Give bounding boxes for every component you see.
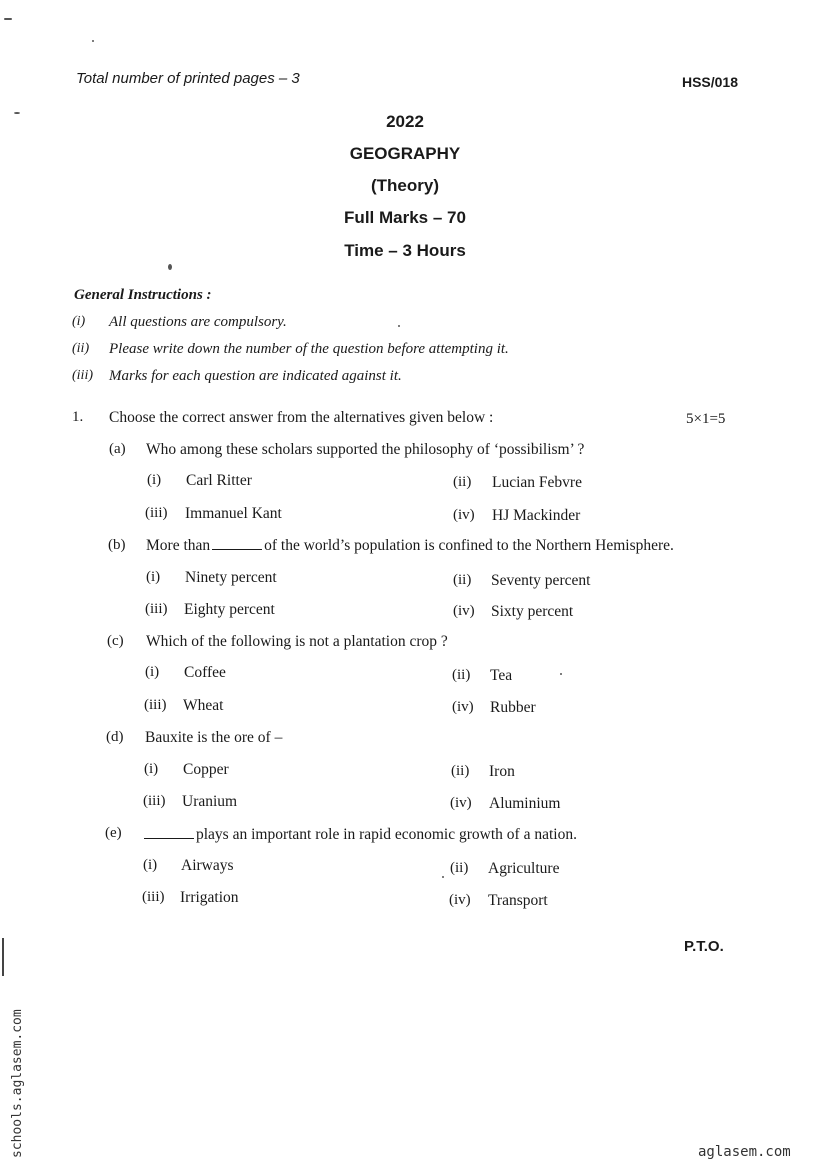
scan-speck xyxy=(168,264,172,270)
option-num: (i) xyxy=(147,472,162,488)
full-marks: Full Marks – 70 xyxy=(344,208,466,227)
exam-year: 2022 xyxy=(386,112,424,131)
time-allowed: Time – 3 Hours xyxy=(344,241,466,260)
option-num: (iii) xyxy=(144,697,167,713)
scan-speck xyxy=(442,876,444,878)
option-text: Transport xyxy=(488,892,548,909)
option-text: Lucian Febvre xyxy=(492,474,582,491)
question-number: 1. xyxy=(72,409,84,425)
sub-question-label: (b) xyxy=(108,537,126,553)
option-text: Immanuel Kant xyxy=(185,505,282,522)
scan-speck xyxy=(398,325,400,327)
option-num: (iv) xyxy=(450,795,472,811)
sub-question-text xyxy=(144,826,577,844)
sub-question-text xyxy=(146,537,674,555)
scan-edge-mark xyxy=(2,938,4,976)
option-text: Sixty percent xyxy=(491,603,574,620)
option-num: (iv) xyxy=(453,507,475,523)
option-num: (i) xyxy=(145,664,160,680)
option-num: (i) xyxy=(144,761,159,777)
subject-title: GEOGRAPHY xyxy=(349,144,461,163)
sub-question-text: Which of the following is not a plantation crop ? xyxy=(146,633,448,650)
option-text: Eighty percent xyxy=(184,601,275,618)
option-text: Iron xyxy=(489,763,515,780)
sub-question-label: (e) xyxy=(105,825,122,841)
option-text: Uranium xyxy=(182,793,238,810)
option-num: (ii) xyxy=(451,763,470,779)
option-num: (i) xyxy=(146,569,161,585)
option-num: (ii) xyxy=(453,474,472,490)
sub-question-label: (a) xyxy=(109,441,126,457)
sub-question-label: (c) xyxy=(107,633,124,649)
option-num: (iii) xyxy=(143,793,166,809)
instruction-text: Please write down the number of the question before attempting it. xyxy=(109,341,509,357)
answer-blank xyxy=(212,537,262,550)
option-num: (iii) xyxy=(142,889,165,905)
option-text: Aluminium xyxy=(489,795,561,812)
question-text: Choose the correct answer from the alternatives given below : xyxy=(109,409,494,426)
instructions-title: General Instructions : xyxy=(74,287,212,303)
option-text: Carl Ritter xyxy=(186,472,252,489)
option-text: Tea xyxy=(490,667,513,684)
instruction-num: (iii) xyxy=(72,368,93,383)
option-num: (iv) xyxy=(452,699,474,715)
answer-blank xyxy=(144,826,194,839)
option-text: Irrigation xyxy=(180,889,239,906)
option-num: (iv) xyxy=(453,603,475,619)
option-text: HJ Mackinder xyxy=(492,507,581,524)
option-text: Airways xyxy=(181,857,234,874)
sub-question-text-before: More than xyxy=(146,537,211,554)
printed-pages-note: Total number of printed pages – 3 xyxy=(76,70,300,87)
paper-type: (Theory) xyxy=(371,176,439,195)
scan-speck xyxy=(14,112,20,114)
sub-question-text: Who among these scholars supported the philosophy of ‘possibilism’ ? xyxy=(146,441,585,458)
option-text: Coffee xyxy=(184,664,226,681)
option-num: (ii) xyxy=(453,572,472,588)
instruction-num: (i) xyxy=(72,314,86,329)
side-watermark: schools.aglasem.com xyxy=(10,1009,25,1158)
option-num: (ii) xyxy=(450,860,469,876)
option-text: Wheat xyxy=(183,697,224,714)
instruction-num: (ii) xyxy=(72,341,90,356)
sub-question-text-after: of the world’s population is confined to the Northern Hemisphere. xyxy=(264,537,674,554)
corner-watermark: aglasem.com xyxy=(698,1144,791,1160)
option-num: (iii) xyxy=(145,601,168,617)
sub-question-text-after: plays an important role in rapid economic growth of a nation. xyxy=(196,826,577,843)
option-text: Copper xyxy=(183,761,229,778)
option-text: Seventy percent xyxy=(491,572,591,589)
option-num: (iv) xyxy=(449,892,471,908)
scan-speck xyxy=(560,673,562,675)
paper-code: HSS/018 xyxy=(681,74,738,90)
sub-question-text: Bauxite is the ore of – xyxy=(145,729,283,746)
instruction-text: Marks for each question are indicated against it. xyxy=(109,368,402,384)
scan-speck xyxy=(92,40,94,42)
scan-speck xyxy=(4,18,12,20)
sub-question-label: (d) xyxy=(106,729,124,745)
option-text: Agriculture xyxy=(488,860,560,877)
option-text: Rubber xyxy=(490,699,536,716)
option-num: (iii) xyxy=(145,505,168,521)
option-text: Ninety percent xyxy=(185,569,277,586)
instruction-text: All questions are compulsory. xyxy=(109,314,287,330)
option-num: (i) xyxy=(143,857,158,873)
option-num: (ii) xyxy=(452,667,471,683)
pto-label: P.T.O. xyxy=(684,938,724,955)
question-marks: 5×1=5 xyxy=(686,411,726,427)
